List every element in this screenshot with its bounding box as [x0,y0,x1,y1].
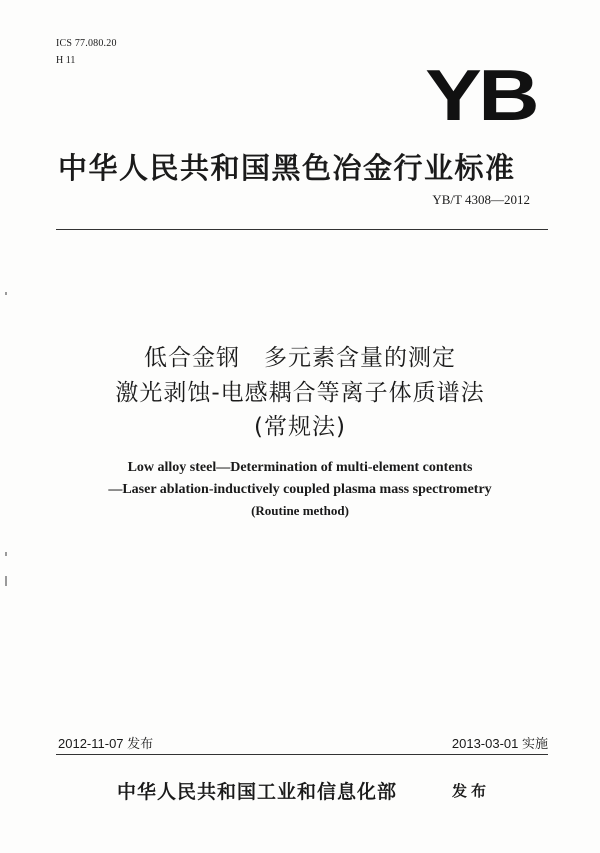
chinese-title-line-3: (常规法) [254,414,346,440]
ccs-code: H 11 [56,55,76,66]
publishing-authority: 中华人民共和国工业和信息化部 [117,781,398,803]
chinese-title-line-1: 低合金钢 多元素含量的测定 [144,345,456,371]
english-title-line-2: —Laser ablation-inductively coupled plasma mass spectrometry [108,482,492,497]
publish-label: 发布 [452,782,491,800]
bottom-divider [56,754,548,755]
chinese-title-line-2: 激光剥蚀-电感耦合等离子体质谱法 [115,380,485,406]
implementation-date: 2013-03-01 实施 [451,736,548,751]
ics-code: ICS 77.080.20 [56,38,117,49]
standard-category-title: 中华人民共和国黑色冶金行业标准 [58,151,516,185]
yb-logo: YB [425,56,536,136]
english-title-line-3: (Routine method) [251,503,349,518]
english-title-line-1: Low alloy steel—Determination of multi-element contents [127,460,473,475]
scan-speck [5,552,7,556]
top-divider [56,229,548,230]
scan-speck [5,292,7,295]
scan-speck [5,576,7,586]
issue-date: 2012-11-07 发布 [58,736,154,751]
standard-number: YB/T 4308—2012 [432,192,530,207]
